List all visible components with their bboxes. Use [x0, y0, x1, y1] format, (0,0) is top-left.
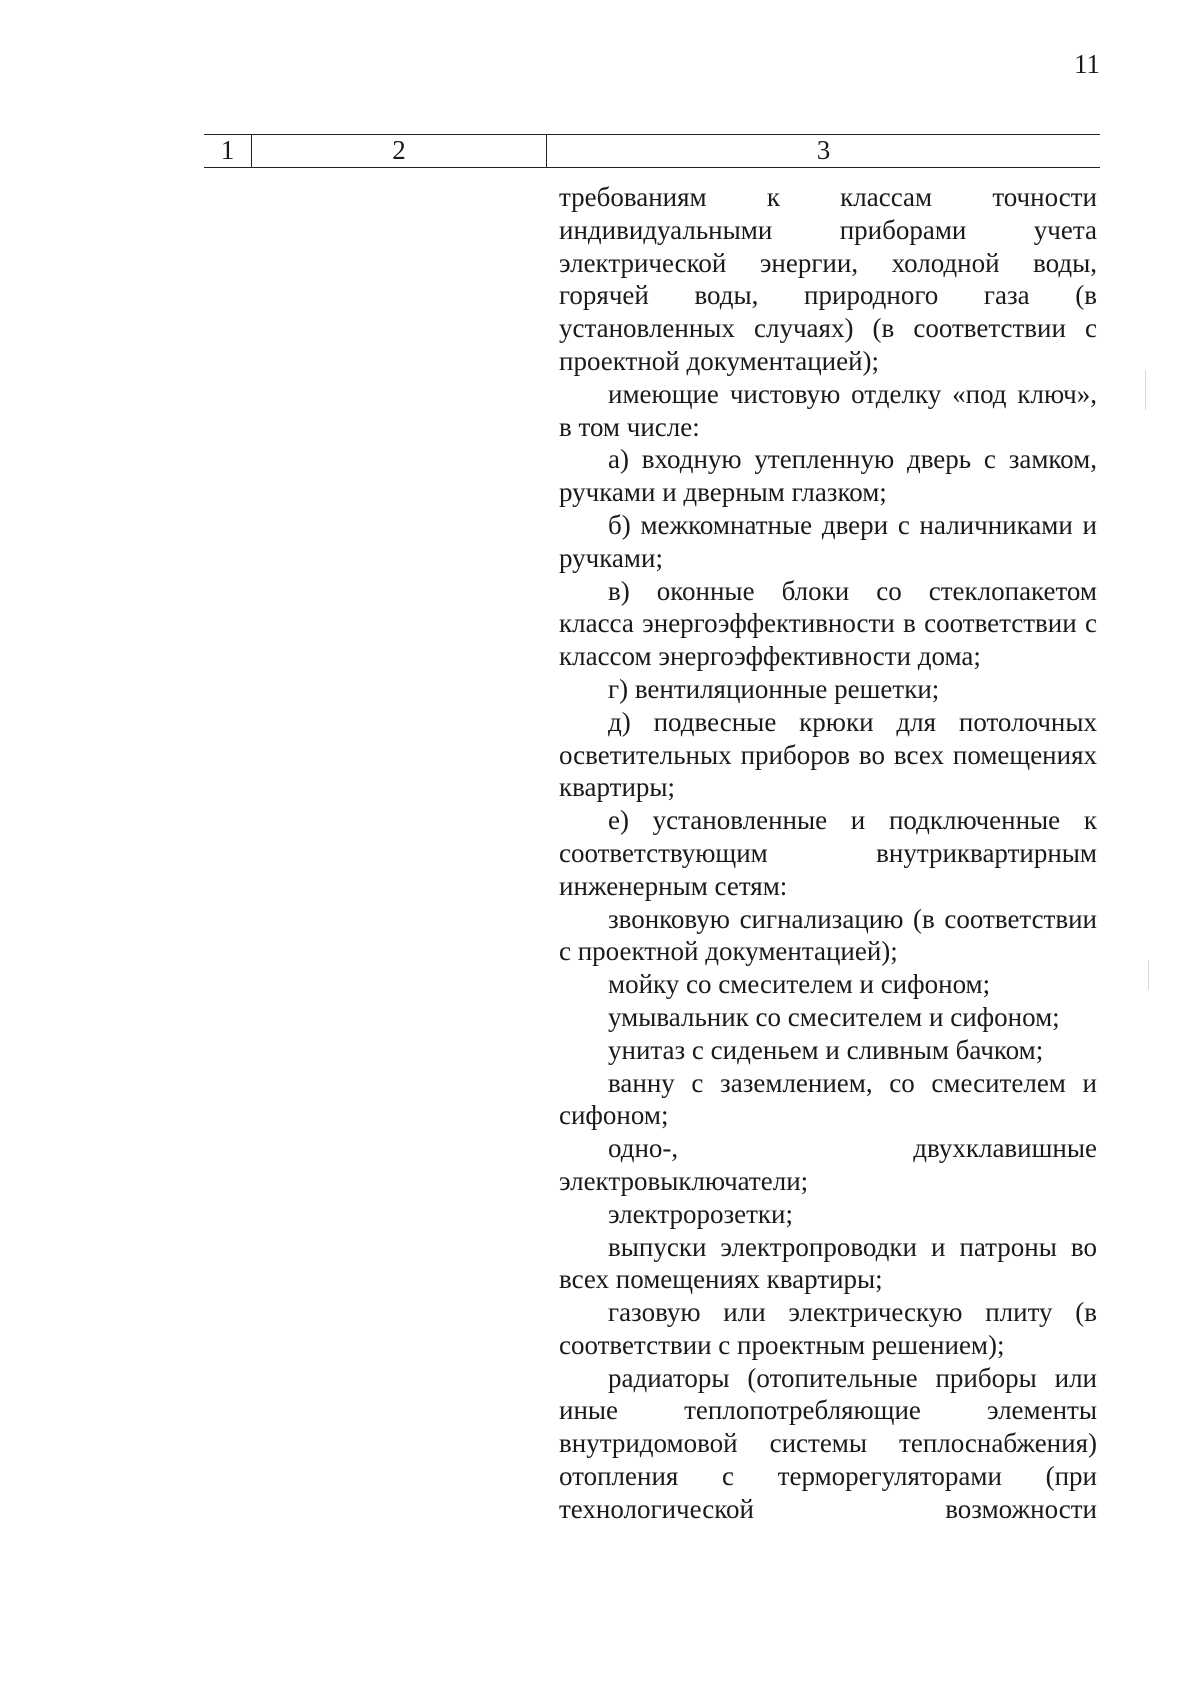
paragraph: газовую или электрическую плиту (в соответствии с проектным решением);: [559, 1297, 1097, 1360]
paragraph: одно-, двухклавишные электровыключатели;: [559, 1133, 1097, 1196]
table-header-col2: 2: [252, 135, 547, 167]
scan-artifact-line: [1145, 370, 1146, 410]
paragraph: выпуски электропроводки и патроны во всех помещениях квартиры;: [559, 1231, 1097, 1295]
paragraph: е) установленные и подключенные к соответствующим внутриквартирным инженерным сетям:: [559, 805, 1097, 901]
paragraph: б) межкомнатные двери с наличниками и ручками;: [559, 509, 1097, 573]
paragraph: умывальник со смесителем и сифоном;: [608, 1001, 1060, 1032]
paragraph: г) вентиляционные решетки;: [608, 673, 940, 704]
table-header-row: [204, 134, 1100, 168]
paragraph: звонковую сигнализацию (в соответствии с проектной документацией);: [559, 903, 1097, 967]
table-header-col3: 3: [816, 135, 831, 165]
paragraph: мойку со смесителем и сифоном;: [608, 969, 991, 1000]
table-column-3-content: [559, 181, 1097, 1526]
paragraph: требованиям к классам точности индивидуальными приборами учета электрической энергии, холодной воды, горячей воды, природного газа (в установленных случаях) (в соответствии с проектной документацией);: [559, 182, 1097, 376]
paragraph: ванну с заземлением, со смесителем и сифоном;: [559, 1067, 1097, 1131]
paragraph: электророзетки;: [608, 1198, 793, 1229]
page-number: 11: [1074, 49, 1100, 79]
paragraph: имеющие чистовую отделку «под ключ», в том числе:: [559, 378, 1097, 442]
table-header-col1: 1: [204, 135, 252, 167]
scan-artifact-line: [1148, 960, 1149, 990]
paragraph: унитаз с сиденьем и сливным бачком;: [608, 1034, 1044, 1065]
paragraph: радиаторы (отопительные приборы или иные теплопотребляющие элементы внутридомовой системы теплоснабжения) отопления с терморегуляторами (при технологической возможности: [559, 1362, 1097, 1524]
paragraph: д) подвесные крюки для потолочных осветительных приборов во всех помещениях квартиры;: [559, 706, 1097, 803]
paragraph: в) оконные блоки со стеклопакетом класса энергоэффективности в соответствии с классом энергоэффективности дома;: [559, 575, 1097, 672]
paragraph: а) входную утепленную дверь с замком, ручками и дверным глазком;: [559, 444, 1097, 508]
